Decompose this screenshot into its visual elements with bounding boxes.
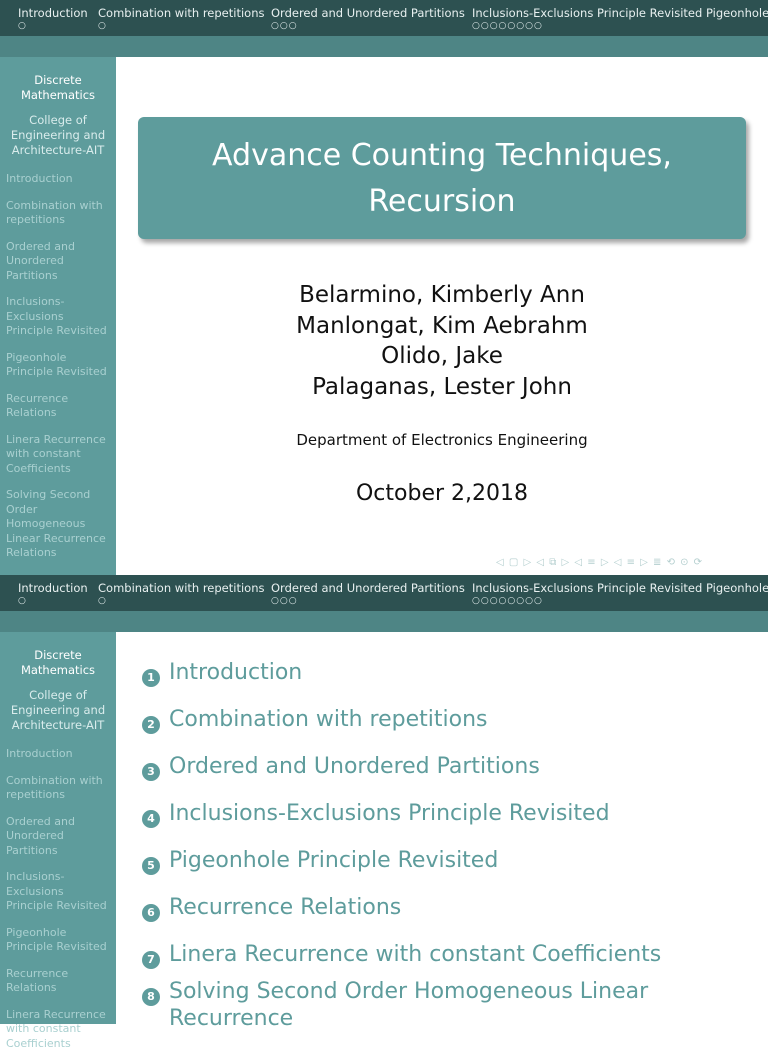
outline-number-badge: 4 [142,810,160,828]
outline-item[interactable] [142,704,762,751]
nav-section-partitions[interactable]: Ordered and Unordered Partitions ○○○ [271,581,465,607]
author-name: Manlongat, Kim Aebrahm [138,311,746,342]
outline-number-badge: 6 [142,904,160,922]
department: Department of Electronics Engineering [138,431,746,449]
outline-list [142,657,762,1023]
outline-item[interactable] [142,845,762,892]
sidebar-item-introduction[interactable]: Introduction [6,172,112,187]
nav-section-combination[interactable]: Combination with repetitions ○ [98,6,265,32]
outline-number-badge: 1 [142,669,160,687]
outline-number-badge: 3 [142,763,160,781]
outline-number-badge: 7 [142,951,160,969]
sidebar-item-partitions[interactable]: Ordered and Unordered Partitions [6,815,112,859]
author-name: Belarmino, Kimberly Ann [138,280,746,311]
sidebar-section-list [0,747,116,1051]
section-progress-dots: ○○○○○○○○ [472,20,702,32]
outline-item[interactable] [142,751,762,798]
outline-item-label[interactable]: Recurrence Relations [169,894,401,921]
slide-outline [0,575,768,1024]
presentation-title-line-2: Recursion [138,179,746,225]
sidebar-institution: College of Engineering and Architecture-AIT [4,113,112,158]
sidebar-item-second-order[interactable]: Solving Second Order Homogeneous Linear Recurrence Relations [6,488,112,561]
sidebar-item-combination[interactable]: Combination with repetitions [6,774,112,803]
outline-item[interactable] [142,976,762,1023]
outline-item-label[interactable]: Solving Second Order Homogeneous Linear Recurrence [169,978,762,1032]
section-navigation [0,0,768,36]
outline-item-label[interactable]: Ordered and Unordered Partitions [169,753,540,780]
header-subbar [0,611,768,632]
author-name: Palaganas, Lester John [138,372,746,403]
nav-section-partitions[interactable]: Ordered and Unordered Partitions ○○○ [271,6,465,32]
outline-item-label[interactable]: Inclusions-Exclusions Principle Revisited [169,800,610,827]
outline-item[interactable] [142,892,762,939]
presentation-date: October 2,2018 [138,481,746,506]
sidebar-item-introduction[interactable]: Introduction [6,747,112,762]
sidebar-item-inclusion-exclusion[interactable]: Inclusions-Exclusions Principle Revisited [6,870,112,914]
sidebar-institution: College of Engineering and Architecture-AIT [4,688,112,733]
nav-section-introduction[interactable]: Introduction ○ [18,581,88,607]
outline-item-label[interactable]: Introduction [169,659,302,686]
nav-section-introduction[interactable]: Introduction ○ [18,6,88,32]
nav-section-inclusion-exclusion[interactable]: Inclusions-Exclusions Principle Revisited ○○○○○○○○ [472,6,702,32]
section-progress-dots: ○○○ [271,20,465,32]
outline-item-label[interactable]: Pigeonhole Principle Revisited [169,847,498,874]
presentation-title-box [138,117,746,239]
nav-section-pigeonhole[interactable]: Pigeonhole [706,6,769,20]
header-subbar [0,36,768,57]
sidebar-course-title: Discrete Mathematics [4,73,112,103]
sidebar-item-recurrence[interactable]: Recurrence Relations [6,392,112,421]
section-progress-dots: ○○○ [271,595,465,607]
outline-item-label[interactable]: Combination with repetitions [169,706,488,733]
outline-item[interactable] [142,657,762,704]
beamer-navigation-symbols[interactable]: ◁ ▢ ▷ ◁ ⧉ ▷ ◁ ≡ ▷ ◁ ≡ ▷ ≣ ⟲ ⊙ ⟳ [496,557,703,568]
sidebar [0,57,116,575]
author-name: Olido, Jake [138,341,746,372]
outline-item-label[interactable]: Linera Recurrence with constant Coefficients [169,941,661,968]
sidebar-item-pigeonhole[interactable]: Pigeonhole Principle Revisited [6,926,112,955]
sidebar-item-pigeonhole[interactable]: Pigeonhole Principle Revisited [6,351,112,380]
nav-section-combination[interactable]: Combination with repetitions ○ [98,581,265,607]
sidebar-item-recurrence[interactable]: Recurrence Relations [6,967,112,996]
sidebar [0,632,116,1024]
outline-number-badge: 8 [142,988,160,1006]
outline-item[interactable] [142,798,762,845]
section-progress-dots: ○ [18,595,88,607]
outline-number-badge: 5 [142,857,160,875]
author-list [138,280,746,402]
section-progress-dots: ○ [18,20,88,32]
sidebar-item-partitions[interactable]: Ordered and Unordered Partitions [6,240,112,284]
outline-number-badge: 2 [142,716,160,734]
sidebar-item-combination[interactable]: Combination with repetitions [6,199,112,228]
sidebar-section-list [0,172,116,561]
section-navigation [0,575,768,611]
sidebar-item-linear-recurrence[interactable]: Linera Recurrence with constant Coefficients [6,433,112,477]
section-progress-dots: ○ [98,20,265,32]
section-progress-dots: ○ [98,595,265,607]
presentation-title-line-1: Advance Counting Techniques, [138,133,746,179]
sidebar-course-title: Discrete Mathematics [4,648,112,678]
section-progress-dots: ○○○○○○○○ [472,595,702,607]
sidebar-item-inclusion-exclusion[interactable]: Inclusions-Exclusions Principle Revisited [6,295,112,339]
sidebar-item-linear-recurrence[interactable]: Linera Recurrence with constant Coefficients [6,1008,112,1051]
outline-item[interactable] [142,939,762,976]
nav-section-pigeonhole[interactable]: Pigeonhole [706,581,769,595]
nav-section-inclusion-exclusion[interactable]: Inclusions-Exclusions Principle Revisited ○○○○○○○○ [472,581,702,607]
